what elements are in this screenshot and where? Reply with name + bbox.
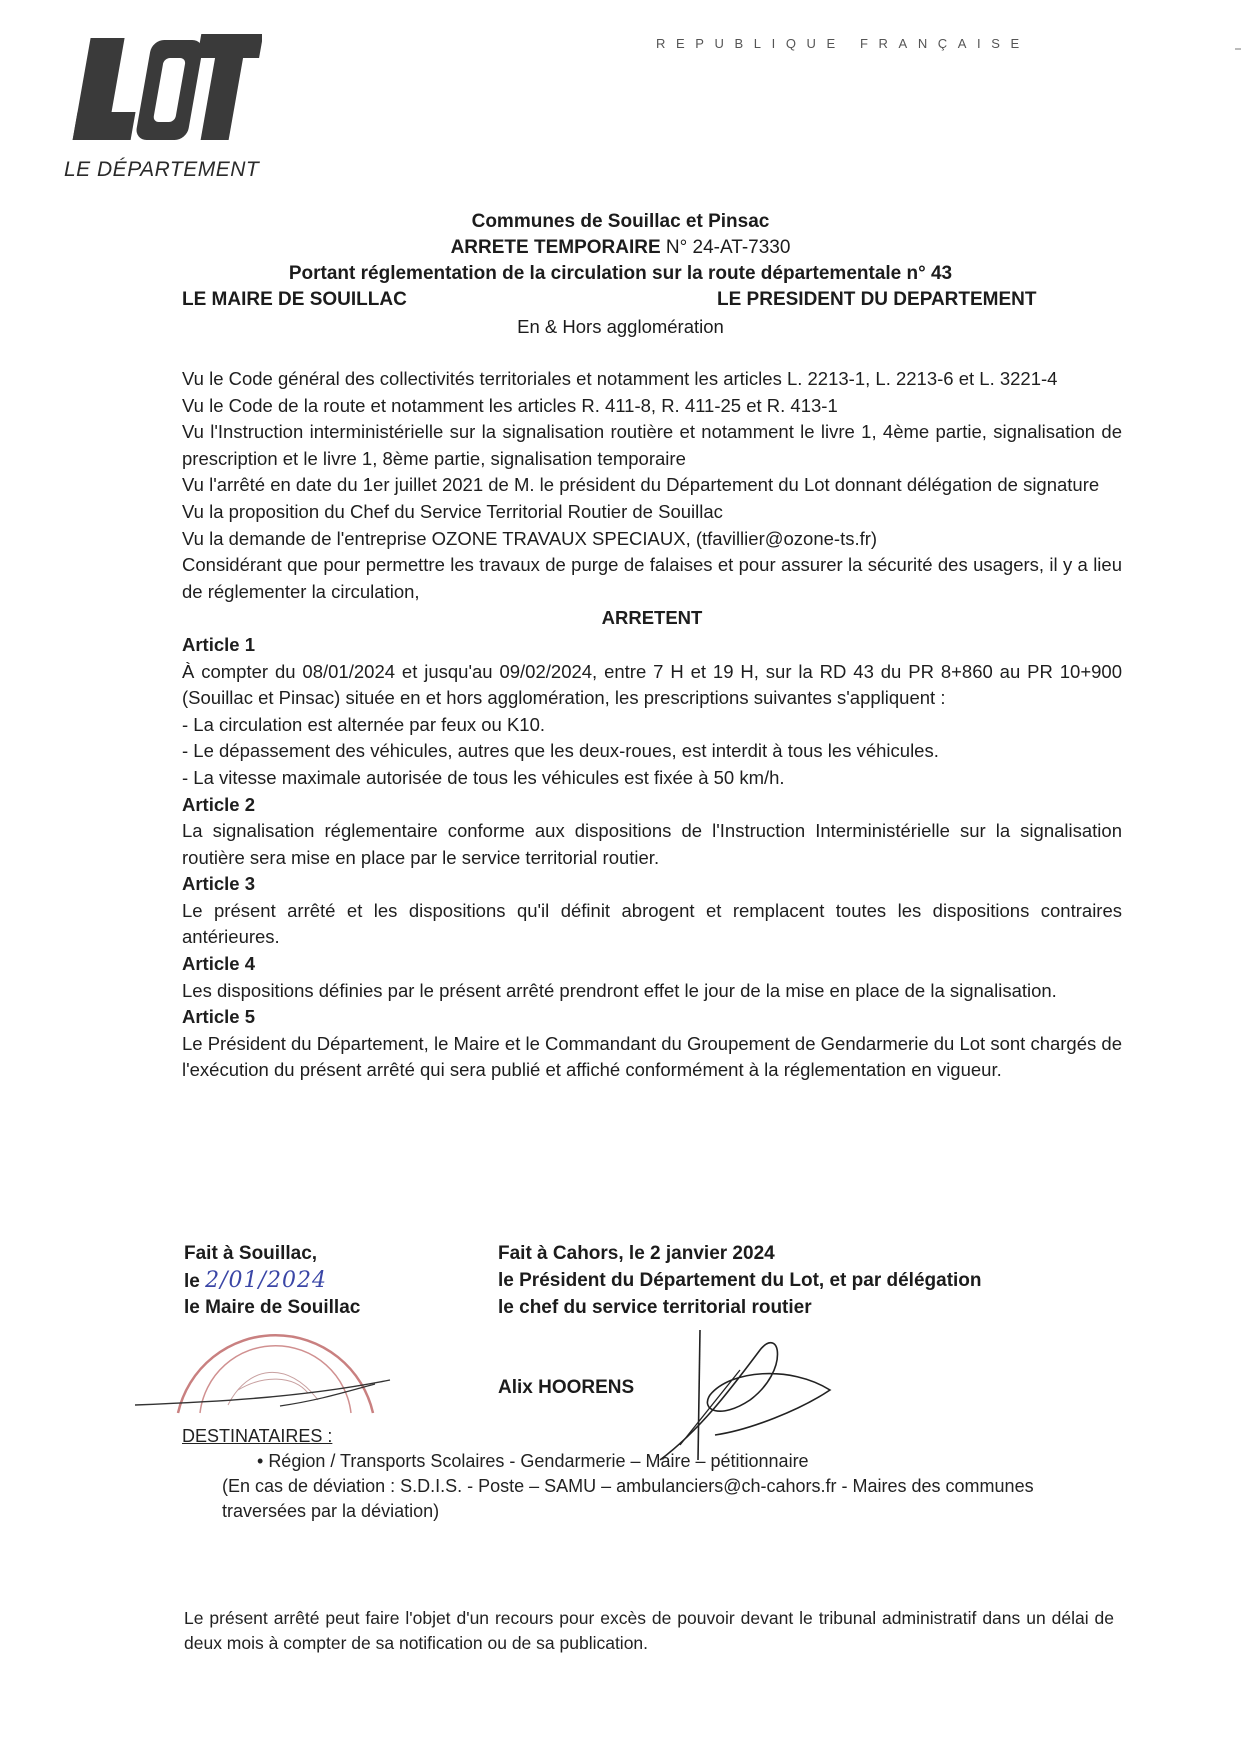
communes-title: Communes de Souillac et Pinsac: [471, 211, 770, 232]
handwritten-date: 2/01/2024: [205, 1268, 327, 1293]
article-3-text: Le présent arrêté et les dispositions qu'il définit abrogent et remplacent toutes les dispositions contraires antérieures.: [182, 899, 1122, 948]
bullet-icon: •: [257, 1451, 269, 1471]
destinataires-line1-text: Région / Transports Scolaires - Gendarmerie – Maire – pétitionnaire: [268, 1451, 809, 1471]
zone-heading: En & Hors agglomération: [517, 316, 724, 337]
souillac-date-line: [184, 1267, 327, 1295]
article-1-text: À compter du 08/01/2024 et jusqu'au 09/02/2024, entre 7 H et 19 H, sur la RD 43 du PR 8+860 au PR 10+900 (Souillac et Pinsac) située en et hors agglomération, les prescriptions suivantes s'appliquent :: [182, 660, 1122, 709]
article-1-title: Article 1: [182, 633, 256, 655]
maire-heading: LE MAIRE DE SOUILLAC: [182, 289, 407, 310]
article-5-text: Le Président du Département, le Maire et le Commandant du Groupement de Gendarmerie du Lot sont chargés de l'exécution du présent arrêté qui sera publié et affiché conformément à la réglementation en vigueur.: [182, 1032, 1122, 1081]
fait-a-cahors: Fait à Cahors, le 2 janvier 2024: [498, 1243, 775, 1264]
president-delegation: le Président du Département du Lot, et par délégation: [498, 1270, 982, 1291]
maire-signature-stroke: [130, 1340, 400, 1420]
arretent-heading: ARRETENT: [601, 607, 703, 629]
article-2-title: Article 2: [182, 793, 256, 815]
visa: Vu la proposition du Chef du Service Territorial Routier de Souillac: [182, 500, 723, 522]
arrete-label: ARRETE TEMPORAIRE: [450, 237, 661, 258]
maire-de-souillac: le Maire de Souillac: [184, 1297, 361, 1318]
visa: Vu le Code général des collectivités territoriales et notamment les articles L. 2213-1, L. 2213-6 et L. 3221-4: [182, 368, 1058, 389]
le-label: le: [184, 1271, 200, 1292]
article-1-item: - La vitesse maximale autorisée de tous les véhicules est fixée à 50 km/h.: [182, 766, 785, 788]
visa: Vu la demande de l'entreprise OZONE TRAVAUX SPECIAUX, (tfavillier@ozone-ts.fr): [182, 527, 878, 549]
article-1-item: - La circulation est alternée par feux ou K10.: [182, 713, 546, 735]
article-5-title: Article 5: [182, 1006, 256, 1028]
arrete-number: N° 24-AT-7330: [660, 237, 791, 258]
article-4-title: Article 4: [182, 953, 256, 975]
arrete-title: [0, 235, 1241, 261]
article-1-item: - Le dépassement des véhicules, autres que les deux-roues, est interdit à tous les véhicules.: [182, 740, 939, 762]
arrete-body: [182, 366, 1122, 1084]
signatory-name: Alix HOORENS: [498, 1377, 635, 1398]
recours-notice: Le présent arrêté peut faire l'objet d'un recours pour excès de pouvoir devant le tribunal administratif dans un délai de deux mois à compter de sa notification ou de sa publication.: [184, 1608, 1114, 1653]
visa: Vu l'Instruction interministérielle sur la signalisation routière et notamment le livre 1, 4ème partie, signalisation de prescription et le livre 1, 8ème partie, signalisation temporaire: [182, 421, 1122, 469]
visa: Vu le Code de la route et notamment les articles R. 411-8, R. 411-25 et R. 413-1: [182, 394, 838, 416]
considerant: Considérant que pour permettre les travaux de purge de falaises et pour assurer la sécurité des usagers, il y a lieu de réglementer la circulation,: [182, 554, 1122, 602]
destinataires-label: DESTINATAIRES :: [182, 1426, 333, 1446]
destinataires: [182, 1424, 1034, 1524]
article-4-text: Les dispositions définies par le présent arrêté prendront effet le jour de la mise en place de la signalisation.: [182, 979, 1057, 1001]
destinataires-line1: [182, 1449, 1034, 1474]
logo-subtitle: LE DÉPARTEMENT: [64, 158, 260, 181]
republique-francaise: REPUBLIQUE FRANÇAISE: [656, 36, 1030, 51]
edge-mark: [1235, 48, 1241, 50]
destinataires-line3: traversées par la déviation): [222, 1501, 440, 1521]
destinataires-line2: (En cas de déviation : S.D.I.S. - Poste – SAMU – ambulanciers@ch-cahors.fr - Maires des communes: [222, 1476, 1034, 1496]
visa: Vu l'arrêté en date du 1er juillet 2021 de M. le président du Département du Lot donnant délégation de signature: [182, 474, 1100, 496]
chef-service: le chef du service territorial routier: [498, 1297, 812, 1318]
arrete-objet: Portant réglementation de la circulation sur la route départementale n° 43: [288, 263, 953, 284]
article-2-text: La signalisation réglementaire conforme aux dispositions de l'Instruction Interministérielle sur la signalisation routière sera mise en place par le service territorial routier.: [182, 820, 1122, 868]
fait-a-souillac: Fait à Souillac,: [184, 1243, 318, 1264]
president-heading: LE PRESIDENT DU DEPARTEMENT: [717, 289, 1037, 310]
article-3-title: Article 3: [182, 873, 256, 895]
